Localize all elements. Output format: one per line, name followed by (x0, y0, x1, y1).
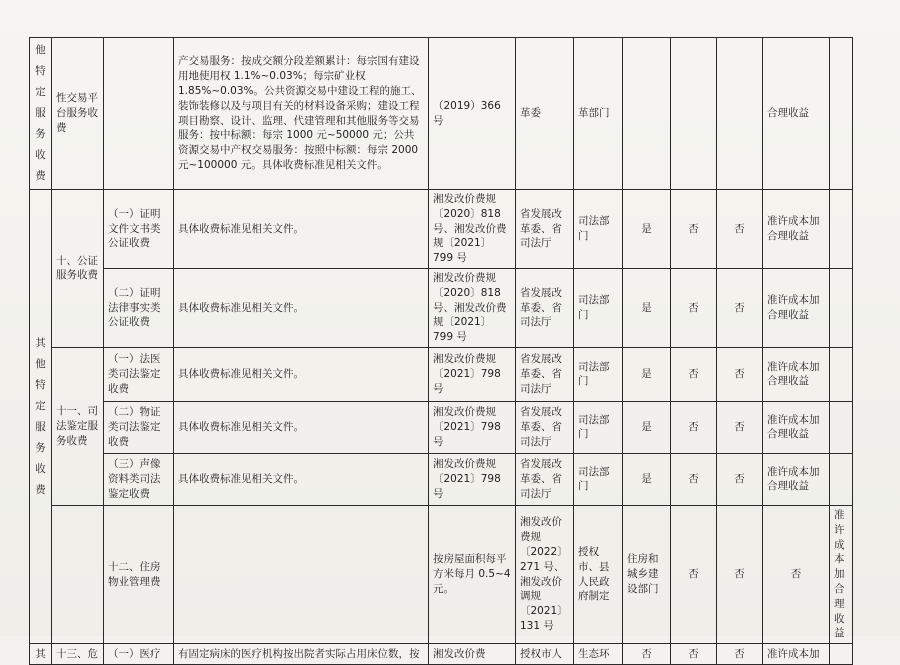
item-cell: 十一、司法鉴定服务收费 (52, 347, 104, 505)
cost-cell: 准许成本加合理收益 (763, 347, 830, 401)
flag-cell-2: 否 (671, 644, 717, 665)
content-cell: 具体收费标准见相关文件。 (174, 453, 429, 505)
category-cell: 其 (30, 644, 52, 665)
basis-cell: 湘发改价费规〔2020〕818 号、湘发改价费规〔2021〕799 号 (429, 190, 516, 269)
sub-item-cell: （一）医疗 (104, 644, 174, 665)
flag-cell-2: 否 (671, 347, 717, 401)
sub-item-cell: （二）物证类司法鉴定收费 (104, 401, 174, 453)
sub-item-cell: （二）证明法律事实类公证收费 (104, 268, 174, 347)
basis-cell: 湘发改价费规〔2021〕798 号 (429, 401, 516, 453)
authority-cell: 授权市、县人民政府制定 (574, 505, 623, 643)
content-cell: 按房屋面积每平方米每月 0.5~4 元。 (429, 505, 516, 643)
content-cell: 产交易服务：按成交额分段差额累计：每宗国有建设用地使用权 1.1%~0.03%；每宗矿业权 1.85%~0.03%。公共资源交易中建设工程的施工、装饰装修以及与项目有关的材料设备采购；建设工程项目勘察、设计、监理、代建管理和其他服务等交易服务：按中标额：每宗 1000 元~50000 元；公共资源交易中产权交易服务：按照中标额：每宗 2000 元~100000 元。具体收费标准见相关文件。 (174, 38, 429, 190)
sub-item-cell (174, 505, 429, 643)
authority-cell: 革委 (516, 38, 574, 190)
item-cell: 性交易平台服务收费 (52, 38, 104, 190)
remark-cell (830, 268, 853, 347)
dept-cell: 革部门 (574, 38, 623, 190)
basis-cell: 湘发改价费规〔2020〕818 号、湘发改价费规〔2021〕799 号 (429, 268, 516, 347)
category-cell (52, 505, 104, 643)
flag-cell-1: 是 (623, 453, 671, 505)
authority-cell: 授权市人 (516, 644, 574, 665)
basis-cell: 湘发改价费规〔2021〕798 号 (429, 347, 516, 401)
table-row (30, 401, 853, 453)
remark-cell (830, 644, 853, 665)
item-cell: 十二、住房物业管理费 (104, 505, 174, 643)
item-cell: 十三、危 (52, 644, 104, 665)
flag-cell-2: 否 (671, 268, 717, 347)
flag-cell-1: 否 (623, 644, 671, 665)
content-cell: 具体收费标准见相关文件。 (174, 347, 429, 401)
content-cell: 具体收费标准见相关文件。 (174, 190, 429, 269)
cost-cell: 准许成本加合理收益 (830, 505, 853, 643)
content-cell: 具体收费标准见相关文件。 (174, 268, 429, 347)
sub-item-cell (104, 38, 174, 190)
remark-cell (830, 347, 853, 401)
flag-cell-3: 否 (717, 401, 763, 453)
remark-cell (830, 190, 853, 269)
flag-cell-3: 否 (717, 190, 763, 269)
flag-cell-3: 否 (763, 505, 830, 643)
content-cell: 具体收费标准见相关文件。 (174, 401, 429, 453)
cost-cell: 准许成本加合理收益 (763, 401, 830, 453)
table-row (30, 505, 853, 643)
dept-cell: 司法部门 (574, 190, 623, 269)
dept-cell: 司法部门 (574, 453, 623, 505)
item-cell: 十、公证服务收费 (52, 190, 104, 348)
table-row (30, 268, 853, 347)
flag-cell-2: 否 (671, 453, 717, 505)
remark-cell (830, 453, 853, 505)
basis-cell: 湘发改价费规〔2021〕798 号 (429, 453, 516, 505)
flag-cell-3: 否 (717, 268, 763, 347)
basis-cell: 湘发改价费规〔2022〕271 号、湘发改价调规〔2021〕131 号 (516, 505, 574, 643)
flag-cell-3: 否 (717, 453, 763, 505)
dept-cell: 司法部门 (574, 347, 623, 401)
sub-item-cell: （一）法医类司法鉴定收费 (104, 347, 174, 401)
authority-cell: 省发展改革委、省司法厅 (516, 453, 574, 505)
flag-cell-2: 否 (717, 505, 763, 643)
flag-cell-1: 是 (623, 190, 671, 269)
flag-cell-3: 否 (717, 644, 763, 665)
table-row (30, 38, 853, 190)
cost-cell: 准许成本加合理收益 (763, 453, 830, 505)
cost-cell: 准许成本加合理收益 (763, 190, 830, 269)
cost-cell: 准许成本加 (763, 644, 830, 665)
authority-cell: 省发展改革委、省司法厅 (516, 190, 574, 269)
table-row (30, 644, 853, 665)
dept-cell: 司法部门 (574, 268, 623, 347)
cost-cell: 合理收益 (763, 38, 830, 190)
table-row (30, 190, 853, 269)
flag-cell-2: 否 (671, 190, 717, 269)
basis-cell: 湘发改价费 (429, 644, 516, 665)
authority-cell: 省发展改革委、省司法厅 (516, 268, 574, 347)
content-cell: 有固定病床的医疗机构按出院者实际占用床位数，按 (174, 644, 429, 665)
flag-cell-1: 是 (623, 401, 671, 453)
dept-cell: 住房和城乡建设部门 (623, 505, 671, 643)
remark-cell (830, 38, 853, 190)
flag-cell-2: 否 (671, 401, 717, 453)
remark-cell (830, 401, 853, 453)
category-cell: 他特定服务收费 (30, 38, 52, 190)
flag-cell-1: 是 (623, 268, 671, 347)
flag-cell-3 (717, 38, 763, 190)
flag-cell-1: 是 (623, 347, 671, 401)
flag-cell-3: 否 (717, 347, 763, 401)
authority-cell: 省发展改革委、省司法厅 (516, 401, 574, 453)
fee-table (29, 37, 853, 665)
table-row (30, 347, 853, 401)
dept-cell: 生态环 (574, 644, 623, 665)
category-cell: 其他特定服务收费 (30, 190, 52, 644)
sub-item-cell: （一）证明文件文书类公证收费 (104, 190, 174, 269)
dept-cell: 司法部门 (574, 401, 623, 453)
cost-cell: 准许成本加合理收益 (763, 268, 830, 347)
basis-cell: （2019）366 号 (429, 38, 516, 190)
sub-item-cell: （三）声像资料类司法鉴定收费 (104, 453, 174, 505)
flag-cell-1 (623, 38, 671, 190)
table-row (30, 453, 853, 505)
flag-cell-1: 否 (671, 505, 717, 643)
authority-cell: 省发展改革委、省司法厅 (516, 347, 574, 401)
flag-cell-2 (671, 38, 717, 190)
